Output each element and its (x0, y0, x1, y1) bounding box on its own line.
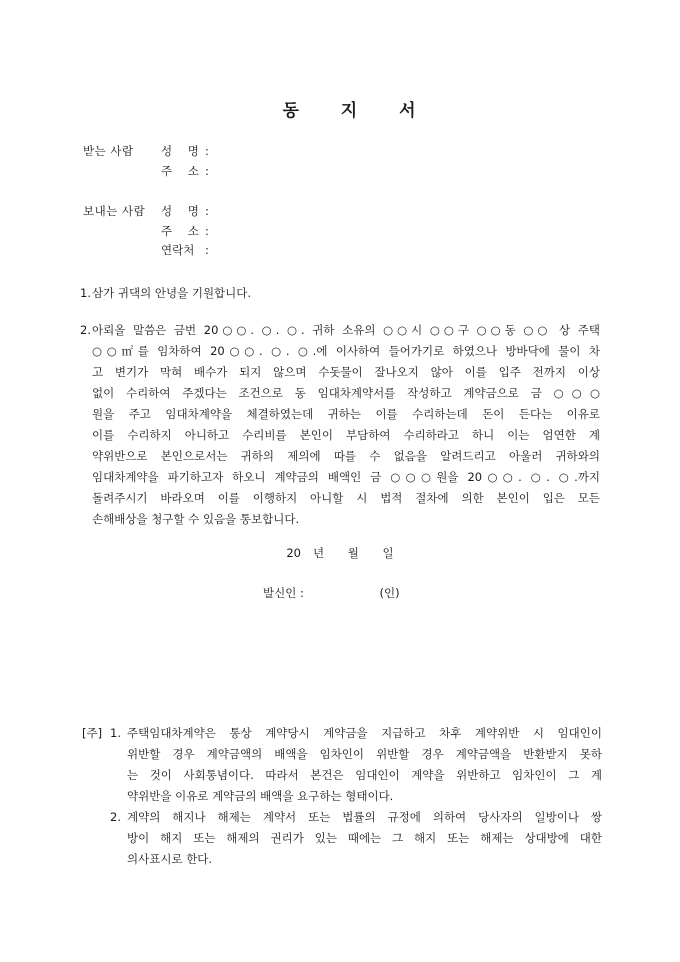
signature-label: 발신인 : (263, 586, 304, 600)
note-line: 방이 해지 또는 해제의 권리가 있는 때에는 그 해지 또는 해제는 상대방에 대한 (127, 831, 602, 845)
colon: : (205, 144, 209, 158)
paragraph-text: 삼가 귀댁의 안녕을 기원합니다. (92, 286, 252, 300)
sender-address-label: 주 소 (161, 223, 205, 238)
colon: : (205, 163, 209, 178)
note-line: 는 것이 사회통념이다. 따라서 본건은 임대인이 계약을 위반하고 임차인이 그 계 (127, 768, 602, 782)
date-year: 20 (286, 546, 301, 560)
paragraph-line: 고 변기가 막혀 배수가 되지 않으며 수돗물이 잘나오지 않아 이를 입주 전까지 이상 (92, 365, 600, 379)
note-tag: [주] (82, 726, 103, 740)
note-line: 위반할 경우 계약금액의 배액을 임차인이 위반할 경우 계약금액을 반환받지 못하 (127, 747, 602, 761)
note-line: 계약의 해지나 해제는 계약서 또는 법률의 규정에 의하여 당사자의 일방이나 쌍 (127, 810, 602, 824)
paragraph-line: 임대차계약을 파기하고자 하오니 계약금의 배액인 금 ○○○원을 20○○. ○. ○.까지 (92, 470, 600, 484)
sender-name-label: 성 명 (161, 204, 205, 218)
recipient-name-label: 성 명 (161, 144, 205, 158)
paragraph-line: 돌려주시기 바라오며 이를 이행하지 아니할 시 법적 절차에 의한 본인이 입은 모든 (92, 491, 600, 505)
note-line: 약위반을 이유로 계약금의 배액을 요구하는 형태이다. (127, 789, 394, 803)
date-month-unit: 월 (347, 546, 359, 560)
sender-contact-row (83, 241, 483, 261)
colon: : (205, 223, 209, 238)
paragraph-line: 약위반으로 본인으로서는 귀하의 제의에 따를 수 없음을 알려드리고 아울러 귀하와의 (92, 449, 600, 463)
recipient-block (83, 142, 483, 181)
recipient-address-label: 주 소 (161, 163, 205, 178)
paragraph-line: 이를 수리하지 아니하고 수리비를 본인이 부담하여 수리하라고 하니 이는 엄연한 계 (92, 428, 600, 442)
paragraph-number: 1. (80, 286, 91, 300)
paragraph-2 (80, 320, 600, 530)
note-line: 주택임대차계약은 통상 계약당시 계약금을 지급하고 차후 계약위반 시 임대인이 (127, 726, 602, 740)
paragraph-line: 없이 수리하여 주겠다는 조건으로 동 임대차계약서를 작성하고 계약금으로 금 ○○○ (92, 386, 600, 400)
document-title: 동 지 서 (282, 101, 434, 121)
date-day-unit: 일 (382, 546, 394, 560)
date-line (0, 545, 680, 561)
colon: : (205, 204, 209, 218)
paragraph-1 (80, 283, 600, 304)
sender-role: 보내는 사람 (83, 204, 146, 218)
recipient-name-row (83, 142, 483, 162)
note-item-number: 2. (110, 810, 121, 824)
seal-mark: (인) (379, 586, 400, 600)
recipient-role: 받는 사람 (83, 144, 134, 158)
date-year-unit: 년 (313, 546, 325, 560)
sender-name-row (83, 202, 483, 222)
paragraph-line: ○○㎡를 임차하여 20○○. ○. ○.에 이사하여 들어가기로 하였으나 방바닥에 물이 차 (92, 344, 600, 358)
note-section (82, 723, 602, 870)
sender-contact-label: 연락처 (161, 243, 195, 257)
paragraph-line: 손해배상을 청구할 수 있음을 통보합니다. (92, 512, 300, 526)
note-line: 의사표시로 한다. (127, 852, 213, 866)
sender-address-row (83, 222, 483, 242)
paragraph-number: 2. (80, 323, 91, 337)
paragraph-line: 원을 주고 임대차계약을 체결하였는데 귀하는 이를 수리하는데 돈이 든다는 이유로 (92, 407, 600, 421)
signature-line (263, 585, 463, 601)
note-item-2 (110, 807, 602, 870)
note-item-number: 1. (110, 726, 121, 740)
recipient-address-row (83, 162, 483, 182)
paragraph-line: 아뢰올 말씀은 금번 20○○. ○. ○. 귀하 소유의 ○○시 ○○구 ○○동 ○○ 상 주택 (92, 323, 600, 337)
colon: : (205, 243, 209, 257)
sender-block (83, 202, 483, 261)
note-item-1 (110, 723, 602, 807)
